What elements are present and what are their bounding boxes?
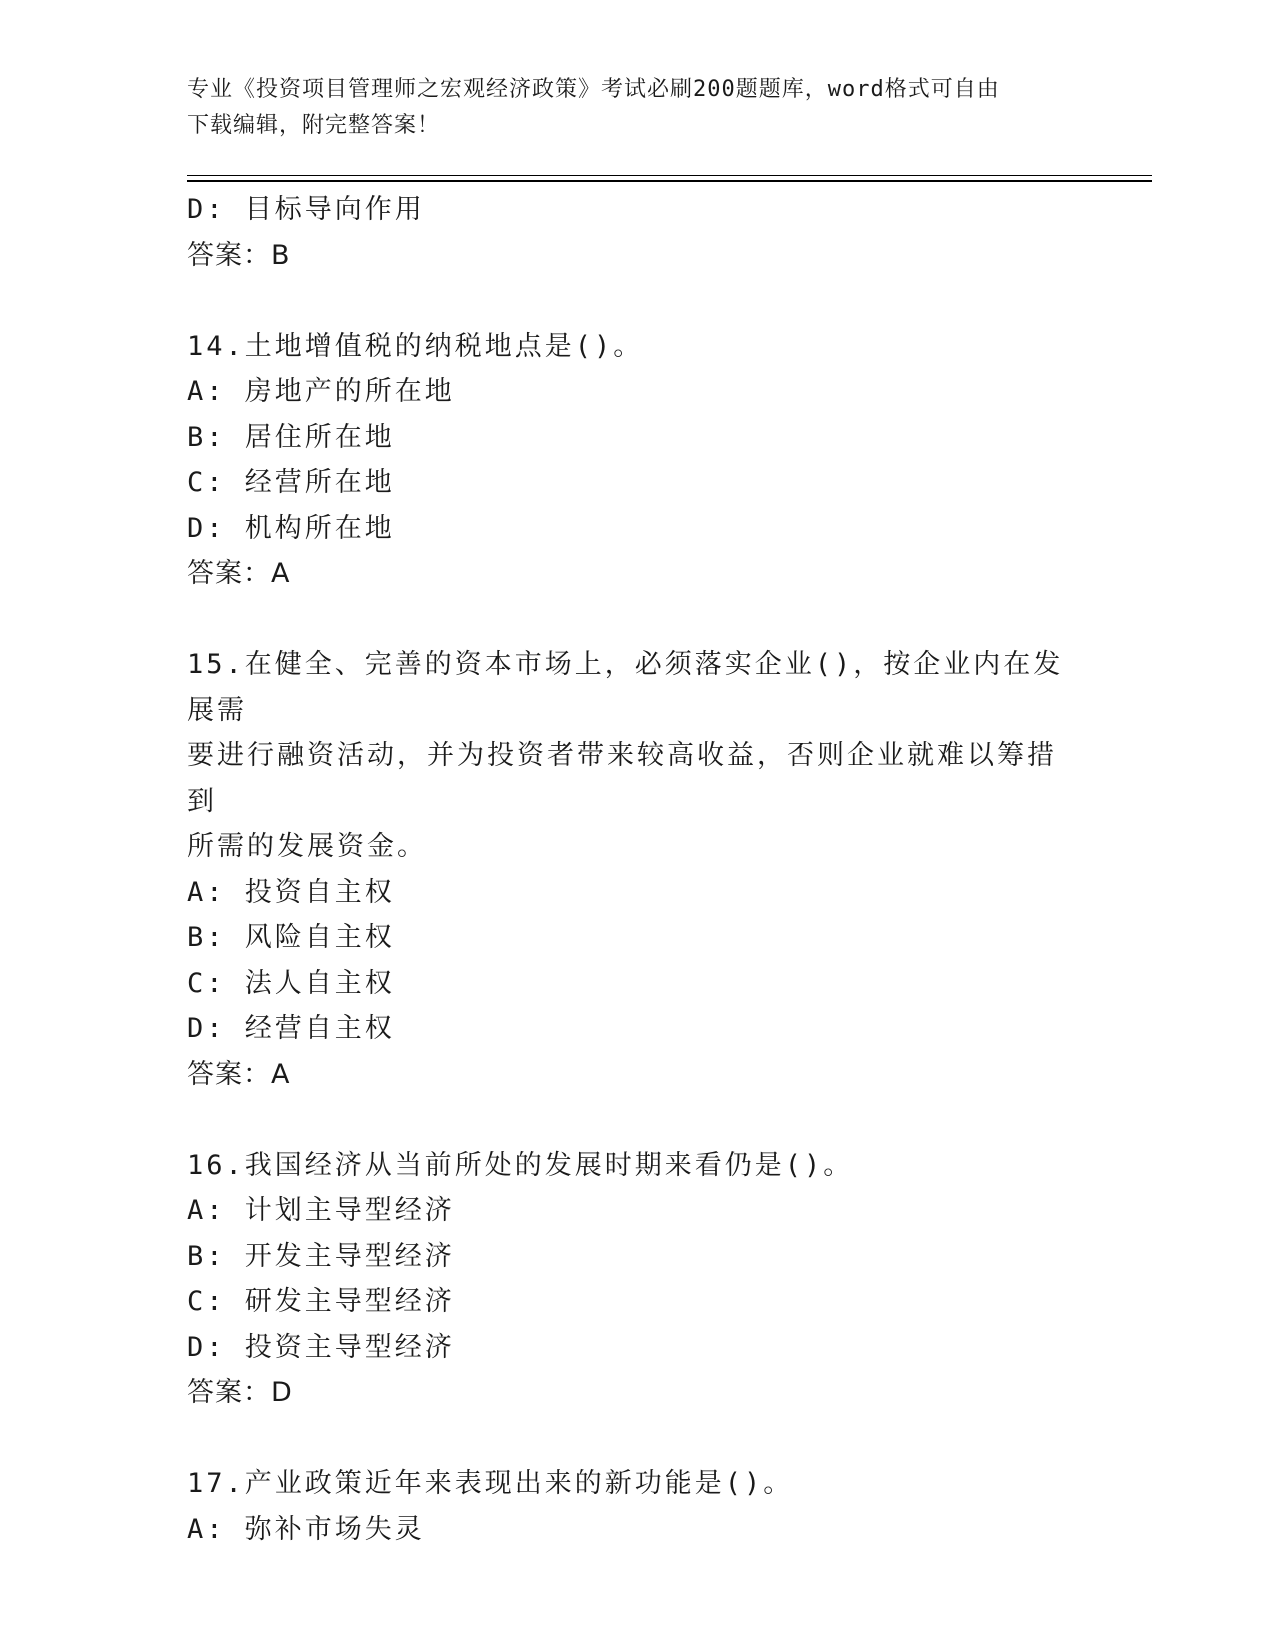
answer-line: 答案：A (187, 558, 291, 589)
option-a: A: 房地产的所在地 (187, 376, 455, 407)
header-divider-thick (187, 180, 1152, 182)
question-14 (187, 324, 1077, 597)
question-17 (187, 1461, 1077, 1552)
question-stem (187, 1461, 1077, 1507)
question-stem (187, 642, 1077, 870)
option-a: A: 计划主导型经济 (187, 1195, 455, 1226)
option-c: C: 法人自主权 (187, 967, 395, 999)
option-a: A: 投资自主权 (187, 876, 395, 908)
answer-line: 答案：A (187, 1058, 291, 1090)
spacer (187, 597, 1077, 643)
stem-line: 17.产业政策近年来表现出来的新功能是()。 (187, 1468, 794, 1499)
option-c: C: 经营所在地 (187, 467, 395, 498)
option-d: D: 机构所在地 (187, 512, 395, 544)
header-line-1: 专业《投资项目管理师之宏观经济政策》考试必刷200题题库，word格式可自由 (187, 77, 1000, 102)
question-16 (187, 1143, 1077, 1416)
question-13-tail (187, 187, 1077, 278)
option-d: D: 投资主导型经济 (187, 1331, 455, 1363)
answer-line: 答案：D (187, 1377, 293, 1408)
stem-line: 15.在健全、完善的资本市场上，必须落实企业()，按企业内在发展需 (187, 649, 1064, 726)
document-header (187, 72, 1067, 144)
spacer (187, 1416, 1077, 1462)
answer-line: 答案：B (187, 239, 291, 271)
spacer (187, 1097, 1077, 1143)
header-line-2: 下载编辑，附完整答案！ (187, 113, 441, 138)
stem-line: 16.我国经济从当前所处的发展时期来看仍是()。 (187, 1149, 854, 1181)
option-b: B: 居住所在地 (187, 421, 395, 453)
question-stem (187, 324, 1077, 370)
question-15 (187, 642, 1077, 1097)
stem-line: 14.土地增值税的纳税地点是()。 (187, 330, 644, 362)
header-divider-thin (187, 175, 1152, 176)
stem-line: 所需的发展资金。 (187, 831, 427, 862)
question-stem (187, 1143, 1077, 1189)
option-a: A: 弥补市场失灵 (187, 1513, 425, 1545)
document-body (187, 187, 1077, 1552)
option-d: D: 经营自主权 (187, 1013, 395, 1044)
option-c: C: 研发主导型经济 (187, 1286, 455, 1317)
option-d: D: 目标导向作用 (187, 194, 425, 225)
option-b: B: 开发主导型经济 (187, 1240, 455, 1272)
option-b: B: 风险自主权 (187, 922, 395, 953)
spacer (187, 278, 1077, 324)
stem-line: 要进行融资活动，并为投资者带来较高收益，否则企业就难以筹措到 (187, 740, 1057, 817)
